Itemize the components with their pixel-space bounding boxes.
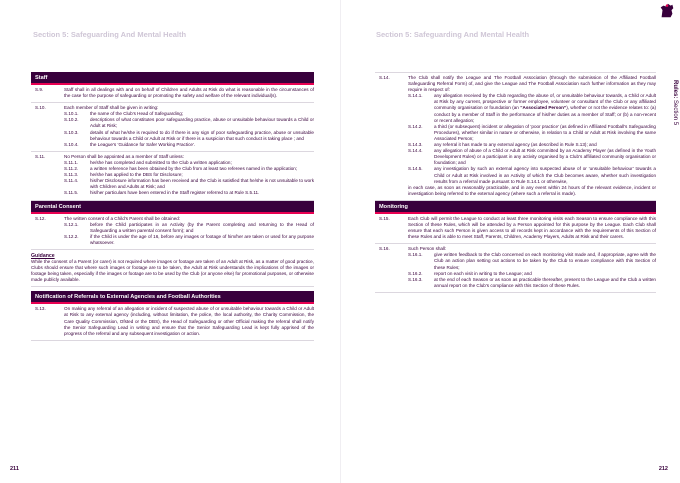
rule-s13 [31, 304, 314, 340]
subrule-number: S.14.3. [408, 142, 423, 148]
rule-number: S.12. [35, 215, 46, 221]
rule-text: Each Club will permit the League to conduct at least three monitoring visits each Season to ensure compliance with this Section of these Rules, which will be attended by a Person appointed for this purpose by the League. Each Club shall ensure that each such Person is given access to all records kept in accordance with the requirements of this Section of these Rules and is able to meet Staff, Parents, Children, Academy Players, Adults at Risk and their carers. [408, 215, 656, 240]
subrule-text: his/her Disclosure information has been received and the Club is satisfied that he/she is not unsuitable to work with Children and Adults at Risk; and [90, 178, 314, 190]
rule-s15 [375, 214, 656, 244]
subrule-number: S.14.5. [408, 166, 423, 172]
right-column [375, 72, 656, 293]
rule-text: The written consent of a Child’s Parent shall be obtained: [64, 215, 181, 221]
rule-text: Staff shall in all dealings with and on behalf of Children and Adults at Risk do what is reasonable in the circumstances of the case for the purpose of safeguarding or promoting the safety and welfare of the relevant individual(s). [64, 87, 314, 99]
subrule-text: a written reference has been obtained by the Club from at least two referees named in the application; [90, 166, 298, 172]
page-number-right: 212 [658, 466, 668, 472]
parental-consent-heading: Parental Consent [31, 201, 314, 214]
rule-s12 [31, 214, 314, 250]
subrule-text: report on each visit in writing to the League; and [434, 270, 532, 276]
rule-body [64, 216, 314, 246]
rule-s16 [375, 244, 656, 293]
subrule-text-part: ), whether or not the evidence relates to: (a) conduct by a member of Staff in the performance of his/her duties as a member of Staff; or (b) a non-recent or recent allegation; [434, 105, 656, 123]
rule-s9 [31, 85, 314, 103]
subrule-text: a third (or subsequent) incident or allegation of ‘poor practice’ (as defined in Affiliated Football’s Safeguarding Procedures), whether similar in nature or otherwise, in relation to a Child or Adult at Risk involving the same Associated Person; [434, 123, 656, 141]
subrule [408, 93, 656, 123]
subrule-text: the League’s ‘Guidance for Safer Working Practice’. [90, 141, 196, 147]
rule-number: S.13. [35, 306, 46, 312]
subrule-number: S.16.1. [408, 252, 423, 258]
side-tab-text: Section 5 [672, 98, 678, 126]
subrule [408, 124, 656, 142]
rule-number: S.11. [35, 153, 46, 159]
right-page [340, 0, 680, 483]
subrule-number: S.11.4. [64, 178, 79, 184]
staff-heading: Staff [31, 72, 314, 85]
subrule-number: S.16.2. [408, 270, 423, 276]
monitoring-heading: Monitoring [375, 201, 656, 214]
rule-number: S.16. [379, 246, 390, 252]
subrule-number: S.12.2. [64, 233, 79, 239]
rule-s10 [31, 103, 314, 152]
left-column [31, 72, 314, 341]
subrule-text: any referral it has made to any external agency (as described in Rule S.13); and [434, 142, 597, 148]
referral-heading: Notification of Referrals to External Agencies and Football Authorities [31, 291, 314, 304]
subrule-number: S.10.3. [64, 129, 79, 135]
subrule-text: if the Child is under the age of 16, before any images or footage of him/her are taken or used for any purpose whatsoever. [90, 233, 314, 245]
rule-body [64, 105, 314, 148]
subrule-text: any investigation by such an external agency into suspected abuse of or ‘unsuitable behaviour’ towards a Child or Adult at Risk involved in an Activity of which the Club becomes aware, whether such investigation results from a referral made pursuant to Rule S.14.1 or otherwise, [434, 166, 656, 184]
rule-number: S.10. [35, 105, 46, 111]
rule-s11 [31, 152, 314, 201]
rule-tail-text: in each case, as soon as reasonably practicable, and in any event within 24 hours of the relevant evidence, incident or investigation being referred to the external agency (where such a referral is made). [408, 184, 656, 196]
rule-text: On making any referral of an allegation or incident of suspected abuse of or unsuitable behaviour towards a Child or Adult at Risk to any external agency (including, without limitation, the police, the local authority, the Charity Commission, the Care Quality Commission, Ofsted or the DBS), the Head of Safeguarding or other Official making the referral shall notify the Senior Safeguarding Lead in writing and ensure that the Senior Safeguarding Lead is kept fully apprised of the progress of the referral and any subsequent investigation or action. [64, 306, 314, 336]
section-header: Section 5: Safeguarding And Mental Health [33, 30, 187, 39]
subrule-text: he/she has completed and submitted to the Club a written application; [90, 159, 232, 165]
rule-text: The Club shall notify the League and The Football Association (through the submission of the Affiliated Football Safeguarding Referral Form) of, and give the League and The Football Association such further information as they may require in respect of: [408, 75, 656, 93]
subrule-text [434, 93, 656, 123]
subrule-text: the name of the Club’s Head of Safeguarding; [90, 111, 184, 117]
subrule [408, 252, 656, 270]
guidance-heading: Guidance [31, 252, 55, 259]
rule-text: Each member of Staff shall be given in writing: [64, 105, 159, 111]
rule-number: S.15. [379, 215, 390, 221]
side-tab [669, 80, 679, 150]
section-header: Section 5: Safeguarding And Mental Health [376, 30, 530, 39]
subrule-text-part: any allegation received by the Club regarding the abuse of, or unsuitable behaviour towards, a Child or Adult at Risk by any current, prospective or former employee, volunteer or consultant of the Club or any affiliated community organisation or foundation (an [434, 93, 656, 111]
subrule [64, 234, 314, 246]
side-tab-label [672, 80, 678, 125]
subrule-number: S.12.1. [64, 221, 79, 227]
subrule-number: S.14.2. [408, 123, 423, 129]
subrule-number: S.10.1. [64, 111, 79, 117]
premier-league-lion-logo-icon [658, 2, 676, 20]
rule-body [408, 246, 656, 289]
subrule [64, 117, 314, 129]
subrule-text: descriptions of what constitutes poor safeguarding practice, abuse or unsuitable behaviour towards a Child or Adult at Risk; [90, 117, 314, 129]
subrule [64, 222, 314, 234]
guidance-text: While the consent of a Parent (or carer) is not required where images or footage are taken of an Adult at Risk, as a matter of good practice, Clubs should ensure that where such images or footage are to be taken, the Adult at Risk understands the implications of the images or footage being taken, especially if the images or footage are to be used by the Club (or anyone else) for promotional purposes, or otherwise made publicly available. [31, 259, 314, 287]
subrule [408, 277, 656, 289]
subrule [64, 178, 314, 190]
subrule-text: his/her particulars have been entered in the Staff register referred to at Rule S.5.11. [90, 190, 260, 196]
subrule-number: S.16.3. [408, 276, 423, 282]
rule-s14 [375, 72, 656, 201]
subrule-number: S.11.1. [64, 159, 79, 165]
rule-number: S.14. [379, 75, 390, 80]
subrule-number: S.11.2. [64, 166, 79, 172]
subrule [408, 148, 656, 166]
rule-text: Such Person shall: [408, 246, 447, 252]
subrule [64, 130, 314, 142]
subrule-text: before the Child participates in an Activity (by the Parent completing and returning to the Head of Safeguarding a written parental consent form); and [90, 221, 314, 233]
subrule [64, 190, 314, 196]
page-number-left: 211 [10, 466, 19, 472]
rule-text: No Person shall be appointed as a member of Staff unless: [64, 153, 184, 159]
subrule-text: any allegation of abuse of a Child or Adult at Risk committed by an Academy Player (as defined in the Youth Development Rules) or a participant in any activity organised by a Club’s affiliated community organisation or foundation; and [434, 148, 656, 166]
subrule-number: S.11.5. [64, 190, 79, 196]
subrule-number: S.10.4. [64, 141, 79, 147]
rule-body [64, 154, 314, 197]
rule-number: S.9. [35, 87, 44, 92]
rule-body [408, 75, 656, 197]
subrule-text: details of what he/she is required to do if there is any sign of poor safeguarding practice, abuse or unsuitable behaviour towards a Child or Adult at Risk or if there is a suspicion that such conduct is taking place ; and [90, 129, 314, 141]
subrule-number: S.14.1. [408, 93, 423, 99]
subrule-text: give written feedback to the Club concerned on each monitoring visit made and, if appropriate, agree with the Club an action plan setting out actions to be taken by the Club to ensure compliance with this Section of these Rules; [434, 252, 656, 270]
subrule-text: he/she has applied to the DBS for Disclosure; [90, 172, 183, 178]
subrule [408, 166, 656, 184]
subrule-number: S.11.3. [64, 172, 79, 178]
subrule-text: at the end of each Season or as soon as practicable thereafter, present to the League and the Club a written annual report on the Club’s compliance with this Section of these Rules. [434, 276, 656, 288]
subrule-number: S.14.4. [408, 148, 423, 154]
side-tab-bold: Rules: [672, 80, 678, 99]
subrule-number: S.10.2. [64, 117, 79, 123]
defined-term: “Associated Person” [520, 105, 567, 111]
subrule [64, 142, 314, 148]
